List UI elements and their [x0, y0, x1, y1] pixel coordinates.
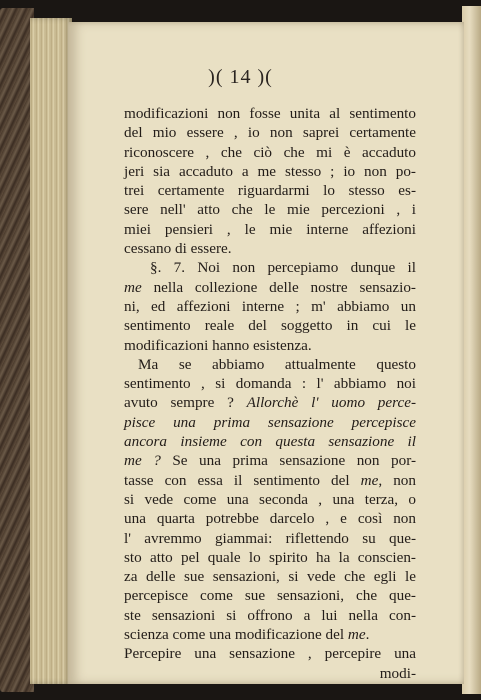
text-line: l' avremmo giammai: riflettendo su que- [124, 529, 416, 547]
text-line: una quarta potrebbe darcelo , e così non [124, 510, 416, 528]
page-text [124, 104, 416, 683]
text-line: sentimento , si domanda : l' abbiamo noi [124, 375, 416, 393]
text-line: trei certamente riguardarmi lo stesso es- [124, 182, 416, 200]
text-line: miei pensieri , le mie interne affezioni [124, 220, 416, 238]
page-edges [30, 18, 72, 684]
text-line: ste sensazioni si offrono a lui nella con- [124, 606, 416, 624]
text-line: pisce una prima sensazione percepisce [124, 413, 416, 431]
text-line: modificazioni hanno esistenza. [124, 336, 312, 354]
text-line: scienza come una modificazione del me. [124, 626, 370, 644]
text-line: ancora insieme con questa sensazione il [124, 433, 416, 451]
text-line: Ma se abbiamo attualmente questo [138, 355, 416, 373]
text-line: del mio essere , io non saprei certamente [124, 124, 416, 142]
text-line: me ? Se una prima sensazione non por- [124, 452, 417, 470]
text-line: tasse con essa il sentimento del me, non [124, 471, 416, 489]
catchword: modi- [379, 664, 416, 682]
text-line: sere nell' atto che le mie percezioni , i [124, 201, 416, 219]
text-line: za delle sue sensazioni, si vede che egli le [124, 568, 416, 586]
page-number: )( 14 )( [208, 66, 273, 88]
section-heading-line: §. 7. Noi non percepiamo dunque il [150, 259, 416, 277]
facing-page-edge [462, 6, 481, 694]
book-cover-left [0, 8, 34, 692]
text-line: ni, ed affezioni interne ; m' abbiamo un [124, 297, 416, 315]
text-line: sto atto pel quale lo spirito ha la conscien- [124, 548, 416, 566]
text-line: sentimento reale del soggetto in cui le [124, 317, 416, 335]
text-line: avuto sempre ? Allorchè l' uomo perce- [124, 394, 417, 412]
text-line: Percepire una sensazione , percepire una [124, 645, 416, 663]
text-line: si vede come una seconda , una terza, o [124, 490, 416, 508]
text-line: me nella collezione delle nostre sensazio- [124, 278, 416, 296]
italic-word: me [124, 278, 142, 296]
text-line: modificazioni non fosse unita al sentimento [124, 105, 416, 122]
text-line: riconoscere , che ciò che mi è accaduto [124, 143, 416, 161]
text-line: jeri sia accaduto a me stesso ; io non po- [124, 162, 416, 180]
text-line: percepisce come sue sensazioni, che que- [124, 587, 416, 605]
text-line: cessano di essere. [124, 240, 232, 258]
